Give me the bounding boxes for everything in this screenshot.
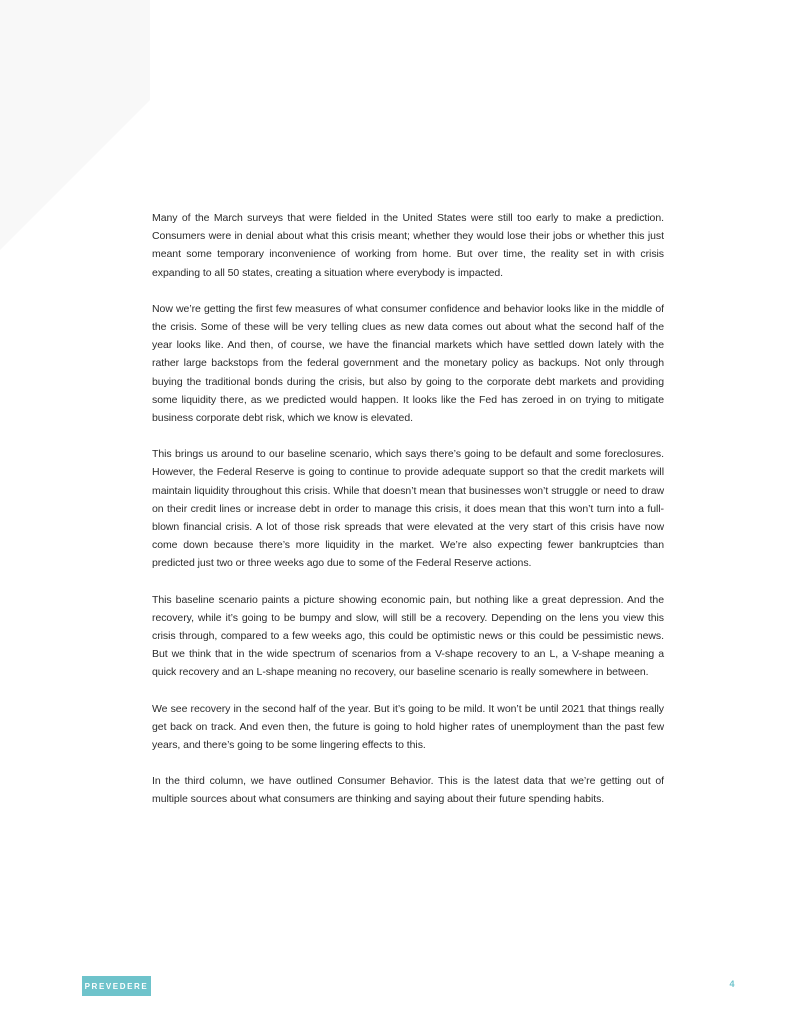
paragraph-6: In the third column, we have outlined Consumer Behavior. This is the latest data that we’re getting out of multiple sources about what consumers are thinking and saying about their future spending habits. (152, 775, 664, 806)
prevedere-logo: PREVEDERE (82, 976, 151, 996)
page-number: 4 (729, 979, 735, 989)
paragraph-5: We see recovery in the second half of the year. But it’s going to be mild. It won’t be until 2021 that things really get back on track. And even then, the future is going to hold higher rates of unemployment than the past few years, and there’s going to be some lingering effects to this. (152, 702, 664, 752)
paragraph-4: This baseline scenario paints a picture showing economic pain, but nothing like a great depression. And the recovery, while it’s going to be bumpy and slow, will still be a recovery. Depending on the lens you view this crisis through, compared to a few weeks ago, this could be optimistic news or this could be pessimistic news. But we think that in the wide spectrum of scenarios from a V-shape recovery to an L, a V-shape meaning a quick recovery and an L-shape meaning no recovery, our baseline scenario is really somewhere in between. (152, 593, 664, 679)
paragraph-1: Many of the March surveys that were fielded in the United States were still too early to make a prediction. Consumers were in denial about what this crisis meant; whether they would lose their jobs or whether this just meant some temporary inconvenience of working from home. But over time, the reality set in with crisis expanding to all 50 states, creating a situation where everybody is impacted. (152, 212, 664, 279)
paragraph-2: Now we’re getting the first few measures of what consumer confidence and behavior looks like in the middle of the crisis. Some of these will be very telling clues as new data comes out about what the second half of the year looks like. And then, of course, we have the financial markets which have settled down lately with the rather large backstops from the federal government and the monetary policy as backups. Not only through buying the traditional bonds during the crisis, but also by going to the corporate debt markets and providing some liquidity there, as we predicted would happen. It looks like the Fed has zeroed in on trying to mitigate business corporate debt risk, which we know is elevated. (152, 302, 664, 425)
article-body (152, 209, 664, 827)
paragraph-3: This brings us around to our baseline scenario, which says there’s going to be default and some foreclosures. However, the Federal Reserve is going to continue to provide adequate support so that the credit markets will maintain liquidity throughout this crisis. While that doesn’t mean that businesses won’t struggle or need to draw on their credit lines or increase debt in order to manage this crisis, it does mean that this won’t turn into a full-blown financial crisis. A lot of those risk spreads that were elevated at the very start of this crisis have now come down because there’s more liquidity in the market. We’re also expecting fewer bankruptcies than predicted just two or three weeks ago due to some of the Federal Reserve actions. (152, 448, 664, 570)
background-corner-shape (0, 0, 160, 260)
